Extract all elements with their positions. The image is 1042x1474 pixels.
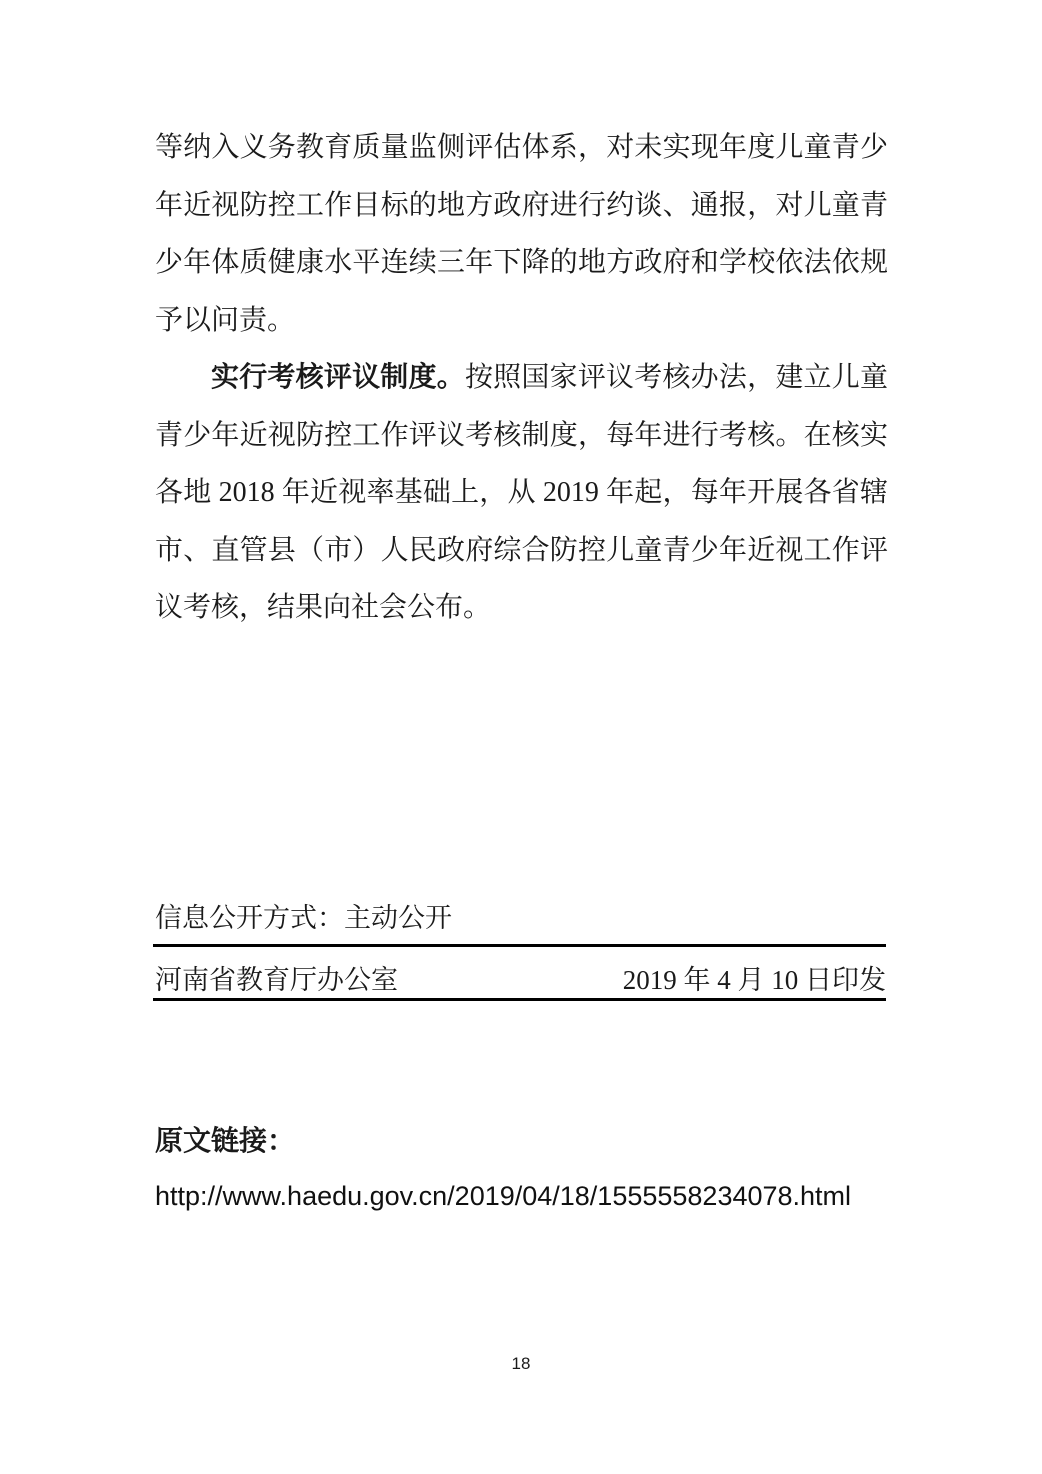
paragraph-assessment [155, 349, 888, 637]
footer-rule-top [153, 944, 886, 947]
paragraph-assessment-lead: 实行考核评议制度。 [211, 362, 465, 393]
paragraph-assessment-text: 按照国家评议考核办法，建立儿童青少年近视防控工作评议考核制度，每年进行考核。在核实各地 2018 年近视率基础上，从 2019 年起，每年开展各省辖市、直管县（市）人民政府综合防控儿童青少年近视工作评议考核，结果向社会公布。 [155, 362, 888, 623]
paragraph-continuation-text: 等纳入义务教育质量监侧评估体系，对未实现年度儿童青少年近视防控工作目标的地方政府进行约谈、通报，对儿童青少年体质健康水平连续三年下降的地方政府和学校依法依规予以问责。 [155, 132, 888, 336]
disclosure-line: 信息公开方式：主动公开 [155, 903, 452, 933]
print-date: 2019 年 4 月 10 日印发 [622, 965, 886, 995]
issuer-row [155, 960, 886, 1000]
page-number: 18 [511, 1354, 531, 1373]
original-link-label: 原文链接： [155, 1126, 296, 1157]
body-text [155, 119, 888, 637]
footer-rule-bottom [153, 998, 886, 1001]
paragraph-continuation [155, 119, 888, 349]
issuer-office: 河南省教育厅办公室 [155, 965, 398, 995]
original-link-url[interactable]: http://www.haedu.gov.cn/2019/04/18/1555558234078.html [155, 1181, 852, 1211]
